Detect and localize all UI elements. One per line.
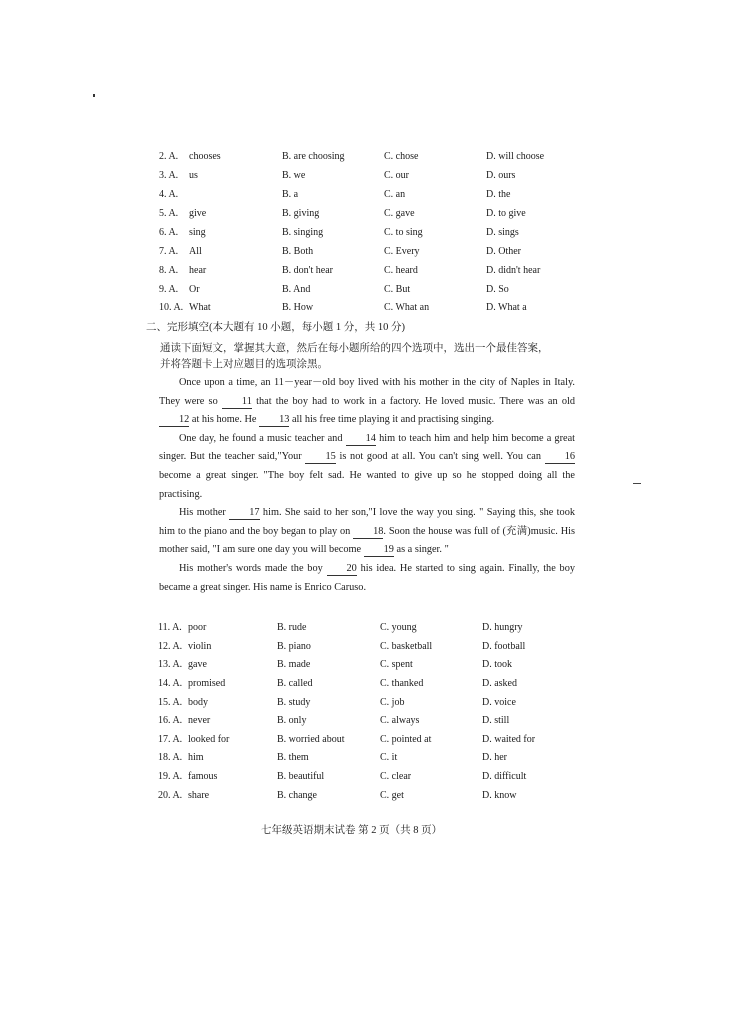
instruction-line: 并将答题卡上对应题目的选项涂黑。 xyxy=(160,359,328,370)
answer-blank: 19 xyxy=(364,544,394,557)
option-a: All xyxy=(189,246,202,257)
option-c: C. spent xyxy=(380,659,413,670)
option-row xyxy=(0,170,737,189)
option-c: C. gave xyxy=(384,208,415,219)
option-c: C. clear xyxy=(380,771,412,782)
option-a: violin xyxy=(188,641,212,652)
option-b: B. only xyxy=(277,715,307,726)
option-a: sing xyxy=(189,227,206,238)
passage-text: at his home. He xyxy=(189,414,260,426)
option-c: C. thanked xyxy=(380,678,424,689)
option-b: B. rude xyxy=(277,622,307,633)
option-row xyxy=(0,752,737,771)
question-number: 12. A. xyxy=(158,641,183,652)
option-d: D. hungry xyxy=(482,622,523,633)
option-d: D. took xyxy=(482,659,512,670)
option-c: C. What an xyxy=(384,302,430,313)
option-c: C. heard xyxy=(384,265,418,276)
option-row xyxy=(0,678,737,697)
option-a: promised xyxy=(188,678,226,689)
answer-blank: 12 xyxy=(159,414,189,427)
option-d: D. sings xyxy=(486,227,519,238)
option-b: B. them xyxy=(277,752,309,763)
passage-text: as a singer. " xyxy=(393,544,449,556)
option-d: D. voice xyxy=(482,697,516,708)
option-b: B. Both xyxy=(282,246,314,257)
passage-text: His mother's words made the boy xyxy=(179,562,327,574)
cloze-passage xyxy=(159,374,575,597)
passage-text: is not good at all. You can't sing well. You can xyxy=(335,451,545,463)
option-a: hear xyxy=(189,265,207,276)
option-d: D. difficult xyxy=(482,771,527,782)
option-b: B. And xyxy=(282,284,311,295)
option-row xyxy=(0,622,737,641)
option-c: C. our xyxy=(384,170,409,181)
page-footer: 七年级英语期末试卷 第 2 页（共 8 页） xyxy=(261,825,443,836)
option-row xyxy=(0,715,737,734)
question-number: 18. A. xyxy=(158,752,183,763)
question-number: 20. A. xyxy=(158,790,183,801)
passage-text: his idea. He started to sing again. Finally, the boy became a great singer. His name is Enrico Caruso. xyxy=(159,562,575,593)
option-d: D. will choose xyxy=(486,151,545,162)
option-b: B. singing xyxy=(282,227,324,238)
question-number: 14. A. xyxy=(158,678,183,689)
option-b: B. change xyxy=(277,790,317,801)
option-row xyxy=(0,151,737,170)
option-c: C. pointed at xyxy=(380,734,432,745)
option-a: poor xyxy=(188,622,207,633)
option-d: D. ours xyxy=(486,170,516,181)
option-a: famous xyxy=(188,771,218,782)
passage-text: His mother xyxy=(179,507,230,519)
passage-paragraph xyxy=(159,374,575,430)
option-a: What xyxy=(189,302,211,313)
answer-blank: 17 xyxy=(229,507,259,520)
option-b: B. called xyxy=(277,678,313,689)
option-c: C. But xyxy=(384,284,411,295)
passage-text: all his free time playing it and practising singing. xyxy=(289,414,495,426)
answer-blank: 14 xyxy=(346,433,376,446)
option-d: D. still xyxy=(482,715,510,726)
question-number: 9. A. xyxy=(159,284,179,295)
section-heading: 二、完形填空(本大题有 10 小题，每小题 1 分，共 10 分) xyxy=(146,322,405,333)
option-a: gave xyxy=(188,659,207,670)
question-number: 11. A. xyxy=(158,622,182,633)
option-a: share xyxy=(188,790,210,801)
option-a: never xyxy=(188,715,211,726)
option-c: C. always xyxy=(380,715,420,726)
question-number: 4. A. xyxy=(159,189,179,200)
option-b: B. piano xyxy=(277,641,311,652)
option-row xyxy=(0,208,737,227)
answer-blank: 16 xyxy=(545,451,575,464)
option-row xyxy=(0,641,737,660)
option-c: C. Every xyxy=(384,246,420,257)
option-b: B. How xyxy=(282,302,314,313)
answer-blank: 15 xyxy=(305,451,335,464)
option-b: B. worried about xyxy=(277,734,345,745)
option-d: D. to give xyxy=(486,208,526,219)
passage-text: that the boy had to work in a factory. He loved music. There was an old xyxy=(251,395,575,407)
option-row xyxy=(0,189,737,208)
question-number: 17. A. xyxy=(158,734,183,745)
option-c: C. to sing xyxy=(384,227,423,238)
margin-mark xyxy=(633,483,641,484)
option-row xyxy=(0,265,737,284)
option-b: B. giving xyxy=(282,208,320,219)
passage-text: Once upon a time, an 11－year－old boy lived with his mother in the city of Naples in Italy. They were so xyxy=(159,377,575,407)
option-d: D. waited for xyxy=(482,734,536,745)
option-row xyxy=(0,227,737,246)
scan-speck xyxy=(93,94,95,97)
question-number: 15. A. xyxy=(158,697,183,708)
answer-blank: 18 xyxy=(353,526,383,539)
question-number: 2. A. xyxy=(159,151,179,162)
option-d: D. asked xyxy=(482,678,517,689)
passage-paragraph xyxy=(159,430,575,504)
option-d: D. the xyxy=(486,189,511,200)
option-row xyxy=(0,697,737,716)
option-b: B. don't hear xyxy=(282,265,333,276)
option-d: D. Other xyxy=(486,246,521,257)
question-number: 3. A. xyxy=(159,170,179,181)
option-d: D. So xyxy=(486,284,509,295)
option-c: C. it xyxy=(380,752,398,763)
passage-text: become a great singer. "The boy felt sad. He wanted to give up so he stopped doing all the practising. xyxy=(159,469,575,500)
question-number: 5. A. xyxy=(159,208,179,219)
option-b: B. are choosing xyxy=(282,151,345,162)
option-a: looked for xyxy=(188,734,230,745)
answer-blank: 20 xyxy=(327,563,357,576)
option-a: Or xyxy=(189,284,200,295)
question-number: 7. A. xyxy=(159,246,179,257)
option-d: D. know xyxy=(482,790,517,801)
option-c: C. chose xyxy=(384,151,419,162)
option-row xyxy=(0,284,737,303)
option-d: D. her xyxy=(482,752,507,763)
option-c: C. get xyxy=(380,790,404,801)
passage-text: him. She said to her son,"I love the way you sing. " Saying this, she took him to the piano and the boy began to play on xyxy=(159,507,575,537)
option-b: B. study xyxy=(277,697,311,708)
option-row xyxy=(0,771,737,790)
option-row xyxy=(0,659,737,678)
option-a: give xyxy=(189,208,207,219)
passage-paragraph xyxy=(159,504,575,560)
question-number: 10. A. xyxy=(159,302,184,313)
question-number: 13. A. xyxy=(158,659,183,670)
answer-blank: 11 xyxy=(222,396,252,409)
passage-text: him to teach him and help him become a great singer. But the teacher said,"Your xyxy=(159,432,575,463)
question-number: 6. A. xyxy=(159,227,179,238)
option-a: chooses xyxy=(189,151,221,162)
option-b: B. made xyxy=(277,659,311,670)
option-d: D. football xyxy=(482,641,526,652)
option-a: us xyxy=(189,170,198,181)
passage-text: One day, he found a music teacher and xyxy=(179,432,346,444)
option-b: B. we xyxy=(282,170,306,181)
option-d: D. What a xyxy=(486,302,527,313)
option-row xyxy=(0,790,737,809)
option-b: B. a xyxy=(282,189,299,200)
passage-paragraph xyxy=(159,560,575,597)
option-c: C. basketball xyxy=(380,641,433,652)
option-a: him xyxy=(188,752,204,763)
option-d: D. didn't hear xyxy=(486,265,541,276)
passage-text: . Soon the house was full of (充满)music. His mother said, "I am sure one day you will become xyxy=(159,525,575,556)
answer-blank: 13 xyxy=(259,414,289,427)
option-row xyxy=(0,734,737,753)
question-number: 19. A. xyxy=(158,771,183,782)
option-c: C. an xyxy=(384,189,406,200)
option-a: body xyxy=(188,697,208,708)
option-b: B. beautiful xyxy=(277,771,325,782)
option-c: C. job xyxy=(380,697,405,708)
question-number: 8. A. xyxy=(159,265,179,276)
option-row xyxy=(0,246,737,265)
instruction-line: 通读下面短文，掌握其大意，然后在每小题所给的四个选项中，选出一个最佳答案， xyxy=(160,343,549,354)
option-c: C. young xyxy=(380,622,417,633)
question-number: 16. A. xyxy=(158,715,183,726)
